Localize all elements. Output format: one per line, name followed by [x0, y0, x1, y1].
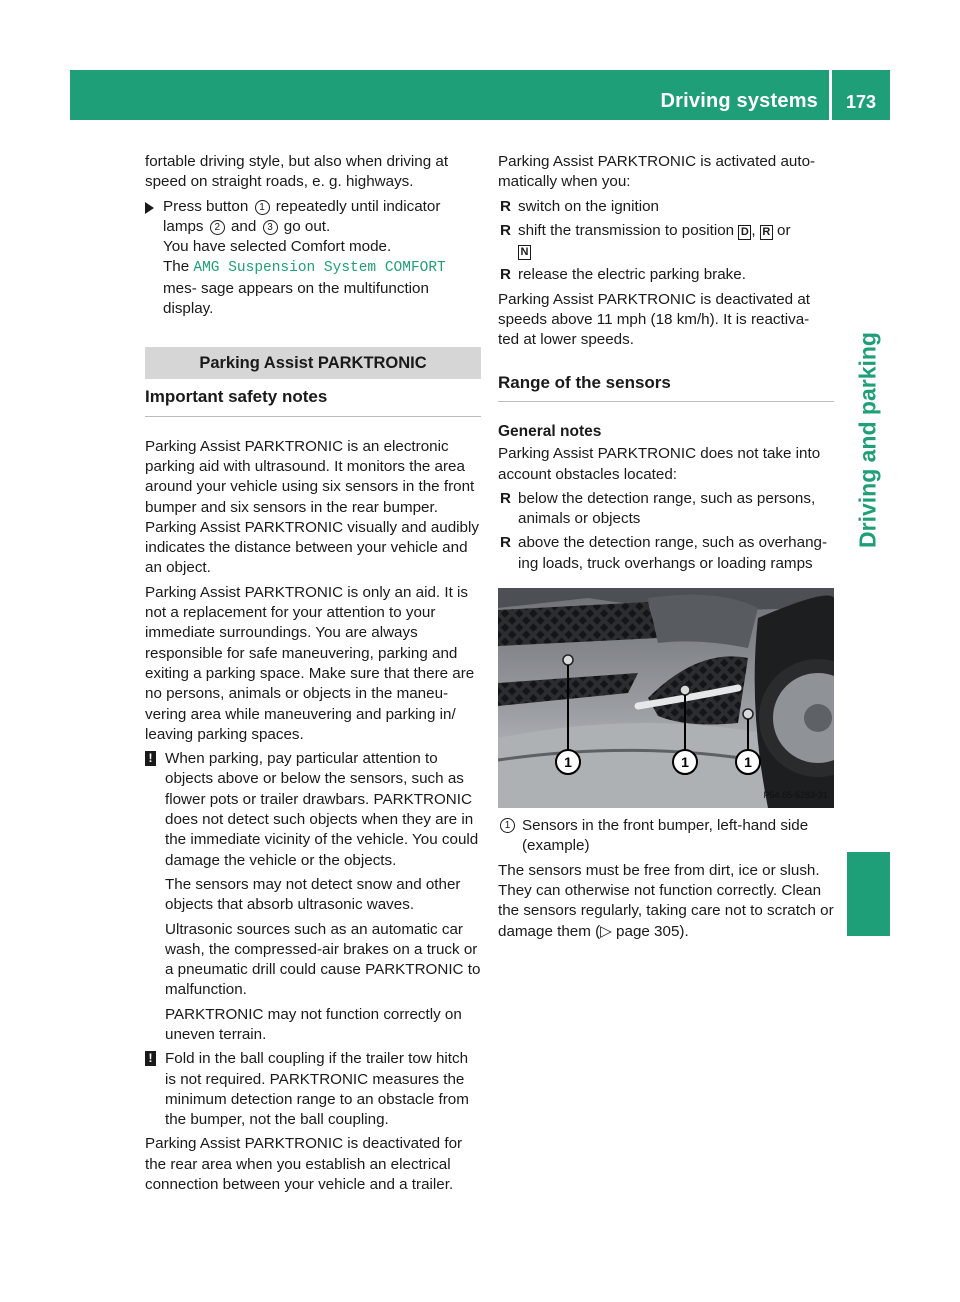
warning-text: When parking, pay particular attention to objects above or below the sensors, such as flower pots or trailer drawbars. PARKTRONIC does not detect such objects when they are in the immediate vicinity of the vehicle. You could damage the vehicle or the objects.	[165, 750, 479, 869]
right-column	[498, 152, 834, 946]
list-item	[498, 489, 834, 530]
warning-text: Ultrasonic sources such as an automatic car wash, the compressed-air brakes on a truck or a pneumatic drill could cause PARKTRONIC to malfunction.	[165, 920, 481, 999]
caption-text: Sensors in the front bumper, left-hand side (example)	[522, 817, 809, 855]
callout-label: 1	[681, 754, 689, 771]
headlight-area	[648, 595, 758, 648]
gear-n-key-icon: N	[518, 245, 531, 260]
step-text: and	[230, 217, 257, 235]
page-number: 173	[845, 92, 876, 112]
warning-icon: !	[145, 751, 156, 766]
list-item-text: release the electric parking brake.	[518, 266, 746, 284]
callout-3-icon: 3	[263, 220, 278, 235]
step-text: The	[163, 258, 190, 276]
paragraph: Parking Assist PARKTRONIC is deactivated for the rear area when you establish an electrical connection between your vehicle and a trailer.	[145, 1135, 463, 1194]
display-message: AMG Suspension System COMFORT	[193, 260, 446, 277]
page-header	[70, 70, 890, 120]
callout-1-icon: 1	[500, 818, 515, 833]
paragraph: Parking Assist PARKTRONIC is only an aid. It is not a replacement for your attention to your immediate surroundings. You are always responsible for safe maneuvering, parking and exiting a parking space. Make sure that there are no persons, animals or objects in the maneu- vering area while maneuvering and parking in/ leaving parking spaces.	[145, 583, 475, 743]
sensor-marker	[743, 709, 753, 719]
instruction-step	[145, 197, 481, 320]
step-result: You have selected Comfort mode.	[163, 238, 392, 256]
list-item-text: or	[777, 221, 791, 239]
side-tab-marker	[847, 852, 890, 936]
left-column	[145, 152, 481, 1199]
chapter-title: Driving systems	[660, 90, 818, 112]
gear-r-key-icon: R	[760, 225, 773, 240]
list-item-text: ,	[751, 221, 756, 239]
sensor-marker	[680, 685, 690, 695]
paragraph: Parking Assist PARKTRONIC is an electronic parking aid with ultrasound. It monitors the area around your vehicle using six sensors in the front bumper and six sensors in the rear bumper. Parking Assist PARKTRONIC visually and audibly indicates the distance between your vehicle and an object.	[145, 437, 479, 577]
callout-label: 1	[564, 754, 572, 771]
gear-d-key-icon: D	[738, 225, 751, 240]
bullet-icon: R	[500, 489, 511, 507]
warning-text: PARKTRONIC may not function correctly on uneven terrain.	[165, 1005, 462, 1043]
subheading-general-notes: General notes	[498, 422, 602, 440]
paragraph: Parking Assist PARKTRONIC is deactivated at speeds above 11 mph (18 km/h). It is reactiva- ted at lower speeds.	[498, 290, 811, 349]
warning-text: Fold in the ball coupling if the trailer tow hitch is not required. PARKTRONIC measures the minimum detection range to an obstacle from the bumper, not the ball coupling.	[165, 1050, 469, 1129]
step-text: repeatedly until indicator lamps	[163, 197, 441, 235]
bullet-icon: R	[500, 534, 511, 552]
heading-safety-notes: Important safety notes	[145, 387, 481, 416]
figure-code: P54.65-5283-31	[763, 789, 828, 800]
step-text: mes- sage appears on the multifunction display.	[163, 279, 429, 318]
paragraph-text: ).	[679, 922, 689, 940]
header-divider	[829, 70, 832, 120]
bullet-icon: R	[500, 266, 511, 284]
step-arrow-icon	[145, 202, 154, 214]
callout-label: 1	[744, 754, 752, 771]
page-reference-link[interactable]: ▷ page 305	[600, 922, 680, 940]
list-item	[498, 265, 834, 285]
paragraph	[498, 861, 834, 942]
section-title: Parking Assist PARKTRONIC	[145, 347, 481, 379]
figure-caption	[498, 816, 834, 857]
paragraph: Parking Assist PARKTRONIC does not take into account obstacles located:	[498, 445, 821, 483]
side-tab-label: Driving and parking	[854, 332, 881, 548]
warning-note	[145, 749, 481, 1045]
paragraph: Parking Assist PARKTRONIC is activated auto- matically when you:	[498, 153, 816, 191]
bullet-icon: R	[500, 221, 511, 239]
list-item	[498, 221, 834, 262]
step-text: Press button	[163, 197, 249, 215]
intro-paragraph: fortable driving style, but also when driving at speed on straight roads, e. g. highways.	[145, 153, 449, 191]
list-item-text: shift the transmission to position	[518, 221, 735, 239]
bullet-icon: R	[500, 197, 511, 215]
sensor-photo	[498, 588, 834, 808]
wheel-hub	[804, 704, 832, 732]
callout-2-icon: 2	[210, 220, 225, 235]
warning-icon: !	[145, 1051, 156, 1066]
list-item-text: above the detection range, such as overhang- ing loads, truck overhangs or loading ramps	[518, 534, 828, 572]
callout-1-icon: 1	[255, 200, 270, 215]
warning-note	[145, 1049, 481, 1130]
heading-sensor-range: Range of the sensors	[498, 373, 834, 402]
list-item	[498, 197, 834, 217]
list-item	[498, 533, 834, 574]
step-text: go out.	[283, 217, 331, 235]
list-item-text: below the detection range, such as persons, animals or objects	[518, 489, 816, 528]
sensor-marker	[563, 655, 573, 665]
warning-text: The sensors may not detect snow and other objects that absorb ultrasonic waves.	[165, 875, 461, 914]
front-bumper-illustration	[498, 588, 834, 808]
side-tab	[847, 130, 890, 806]
paragraph-text: The sensors must be free from dirt, ice or slush. They can otherwise not function correctly. Clean the sensors regularly, taking care not to scratch or damage them (	[498, 861, 834, 940]
list-item-text: switch on the ignition	[518, 197, 659, 215]
